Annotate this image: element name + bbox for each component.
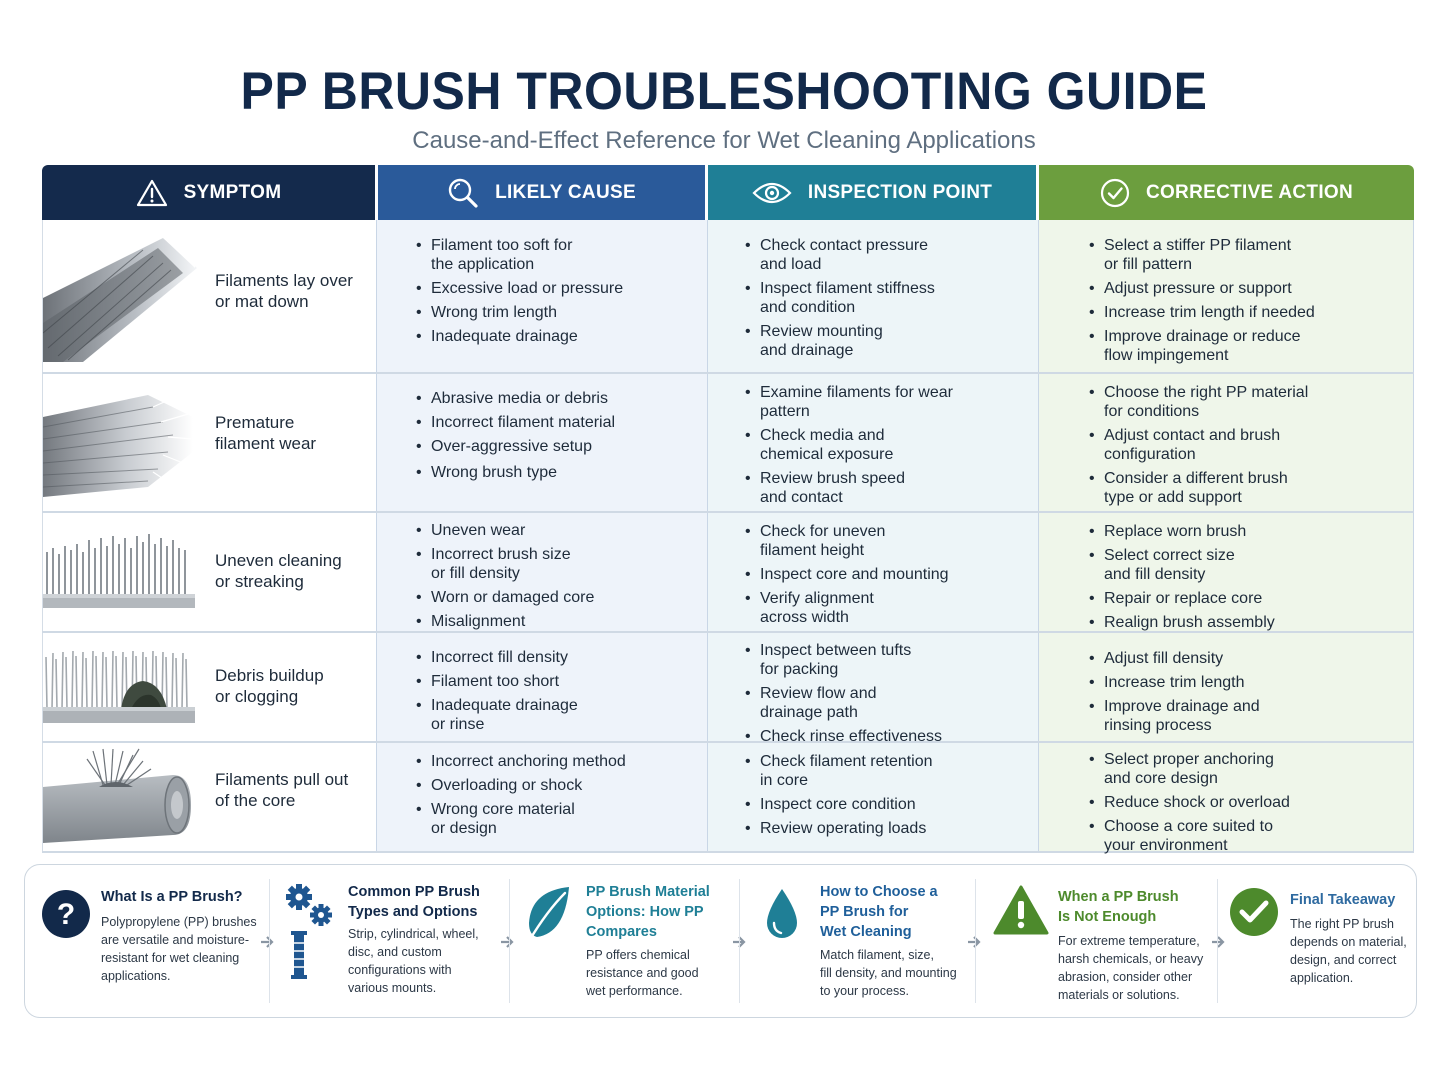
list-item: • Choose a core suited to your environment [1089, 817, 1290, 855]
inspection-list [745, 522, 949, 632]
leaf-icon [525, 885, 573, 943]
info-how-to-choose [741, 865, 973, 1019]
list-item: • Review operating loads [745, 819, 933, 838]
svg-text:?: ? [56, 898, 76, 931]
list-item: • Inspect core and mounting [745, 565, 949, 584]
list-item: • Select correct size and fill density [1089, 546, 1275, 584]
info-what-is-pp-brush [25, 865, 265, 1019]
list-item: • Adjust contact and brush configuration [1089, 426, 1308, 464]
list-item: • Improve drainage and rinsing process [1089, 697, 1260, 735]
list-item: • Abrasive media or debris [416, 389, 615, 408]
symptom-text: Filaments pull out of the core [215, 770, 349, 810]
row-divider [42, 741, 1414, 743]
question-icon [41, 889, 91, 939]
list-item: • Filament too soft for the application [416, 236, 623, 274]
symptom-text: Uneven cleaning or streaking [215, 551, 342, 591]
symptom-text: Filaments lay over or mat down [215, 271, 353, 311]
action-list [1089, 236, 1315, 370]
header-corrective-action [1039, 165, 1414, 220]
list-item: • Repair or replace core [1089, 589, 1275, 608]
page-title: PP BRUSH TROUBLESHOOTING GUIDE [240, 61, 1208, 121]
action-list [1089, 649, 1260, 740]
info-title: Common PP Brush Types and Options [348, 884, 480, 920]
info-title: What Is a PP Brush? [101, 889, 243, 905]
info-text: The right PP brush depends on material, design, and correct application. [1290, 917, 1407, 985]
info-when-not-enough [977, 865, 1213, 1019]
eye-icon [752, 179, 792, 207]
list-item: • Adjust pressure or support [1089, 279, 1315, 298]
list-item: • Overloading or shock [416, 776, 626, 795]
list-item: • Select proper anchoring and core design [1089, 750, 1290, 788]
info-text: Strip, cylindrical, wheel, disc, and custom configurations with various mounts. [348, 927, 479, 995]
info-title: Final Takeaway [1290, 892, 1396, 908]
list-item: • Wrong brush type [416, 463, 615, 482]
action-list [1089, 522, 1275, 637]
frayed-brush-image [43, 377, 197, 505]
row-divider [42, 372, 1414, 374]
inspection-list [745, 236, 935, 365]
list-item: • Check rinse effectiveness [745, 727, 942, 746]
list-item: • Wrong core material or design [416, 800, 626, 838]
info-text: Match filament, size, fill density, and mounting to your process. [820, 948, 957, 998]
action-list [1089, 750, 1290, 860]
inspection-list [745, 383, 953, 512]
pulled-out-brush-image [43, 747, 197, 847]
list-item: • Examine filaments for wear pattern [745, 383, 953, 421]
list-item: • Consider a different brush type or add support [1089, 469, 1308, 507]
list-item: • Inspect between tufts for packing [745, 641, 942, 679]
inspection-list [745, 641, 942, 751]
matted-brush-image [43, 228, 197, 362]
inspection-list [745, 752, 933, 843]
list-item: • Inadequate drainage [416, 327, 623, 346]
info-common-types [271, 865, 507, 1019]
warning-triangle-icon [136, 178, 168, 208]
list-item: • Increase trim length if needed [1089, 303, 1315, 322]
header-action-label: CORRECTIVE ACTION [1145, 181, 1354, 203]
info-text: PP offers chemical resistance and good wet performance. [586, 948, 699, 998]
list-item: • Adjust fill density [1089, 649, 1260, 668]
list-item: • Over-aggressive setup [416, 437, 615, 456]
cause-list [416, 752, 626, 843]
info-text: For extreme temperature, harsh chemicals, or heavy abrasion, consider other materials or solutions. [1058, 934, 1204, 1002]
list-item: • Select a stiffer PP filament or fill pattern [1089, 236, 1315, 274]
list-item: • Verify alignment across width [745, 589, 949, 627]
list-item: • Realign brush assembly [1089, 613, 1275, 632]
list-item: • Incorrect anchoring method [416, 752, 626, 771]
symptom-text: Debris buildup or clogging [215, 666, 324, 706]
header-inspection-label: INSPECTION POINT [807, 181, 993, 203]
list-item: • Worn or damaged core [416, 588, 594, 607]
list-item: • Check filament retention in core [745, 752, 933, 790]
header-inspection-point [708, 165, 1036, 220]
list-item: • Improve drainage or reduce flow impingement [1089, 327, 1315, 365]
symptom-text: Premature filament wear [215, 413, 317, 453]
list-item: • Increase trim length [1089, 673, 1260, 692]
list-item: • Misalignment [416, 612, 594, 631]
list-item: • Inadequate drainage or rinse [416, 696, 578, 734]
header-cause-label: LIKELY CAUSE [495, 181, 636, 203]
info-material-options [511, 865, 737, 1019]
list-item: • Wrong trim length [416, 303, 623, 322]
header-symptom [42, 165, 375, 220]
list-item: • Review flow and drainage path [745, 684, 942, 722]
list-item: • Review brush speed and contact [745, 469, 953, 507]
action-list [1089, 383, 1308, 512]
info-text: Polypropylene (PP) brushes are versatile and moisture- resistant for wet cleaning applications. [101, 915, 257, 983]
page-subtitle: Cause-and-Effect Reference for Wet Cleaning Applications [412, 127, 1036, 154]
header-symptom-label: SYMPTOM [183, 181, 282, 203]
list-item: • Review mounting and drainage [745, 322, 935, 360]
cause-list [416, 236, 623, 351]
uneven-brush-image [43, 530, 197, 616]
water-drop-icon [763, 887, 801, 941]
cause-list [416, 648, 578, 739]
list-item: • Incorrect brush size or fill density [416, 545, 594, 583]
info-final-takeaway [1219, 865, 1415, 1019]
magnifier-icon [447, 177, 479, 209]
info-title: How to Choose a PP Brush for Wet Cleaning [820, 884, 938, 940]
list-item: • Incorrect filament material [416, 413, 615, 432]
clogged-brush-image [43, 647, 197, 729]
list-item: • Choose the right PP material for conditions [1089, 383, 1308, 421]
info-title: When a PP Brush Is Not Enough [1058, 889, 1179, 925]
list-item: • Filament too short [416, 672, 578, 691]
list-item: • Check contact pressure and load [745, 236, 935, 274]
list-item: • Reduce shock or overload [1089, 793, 1290, 812]
warning-icon [993, 885, 1049, 935]
list-item: • Inspect core condition [745, 795, 933, 814]
list-item: • Check for uneven filament height [745, 522, 949, 560]
list-item: • Replace worn brush [1089, 522, 1275, 541]
list-item: • Excessive load or pressure [416, 279, 623, 298]
gears-icon [285, 883, 337, 983]
header-likely-cause [378, 165, 705, 220]
cause-list [416, 521, 594, 636]
list-item: • Check media and chemical exposure [745, 426, 953, 464]
list-item: • Inspect filament stiffness and condition [745, 279, 935, 317]
info-title: PP Brush Material Options: How PP Compares [586, 884, 710, 940]
cause-list [416, 389, 615, 487]
info-strip [24, 864, 1417, 1018]
troubleshooting-table [42, 165, 1414, 852]
list-item: • Uneven wear [416, 521, 594, 540]
list-item: • Incorrect fill density [416, 648, 578, 667]
checkmark-icon [1229, 887, 1279, 937]
check-circle-icon [1100, 178, 1130, 208]
